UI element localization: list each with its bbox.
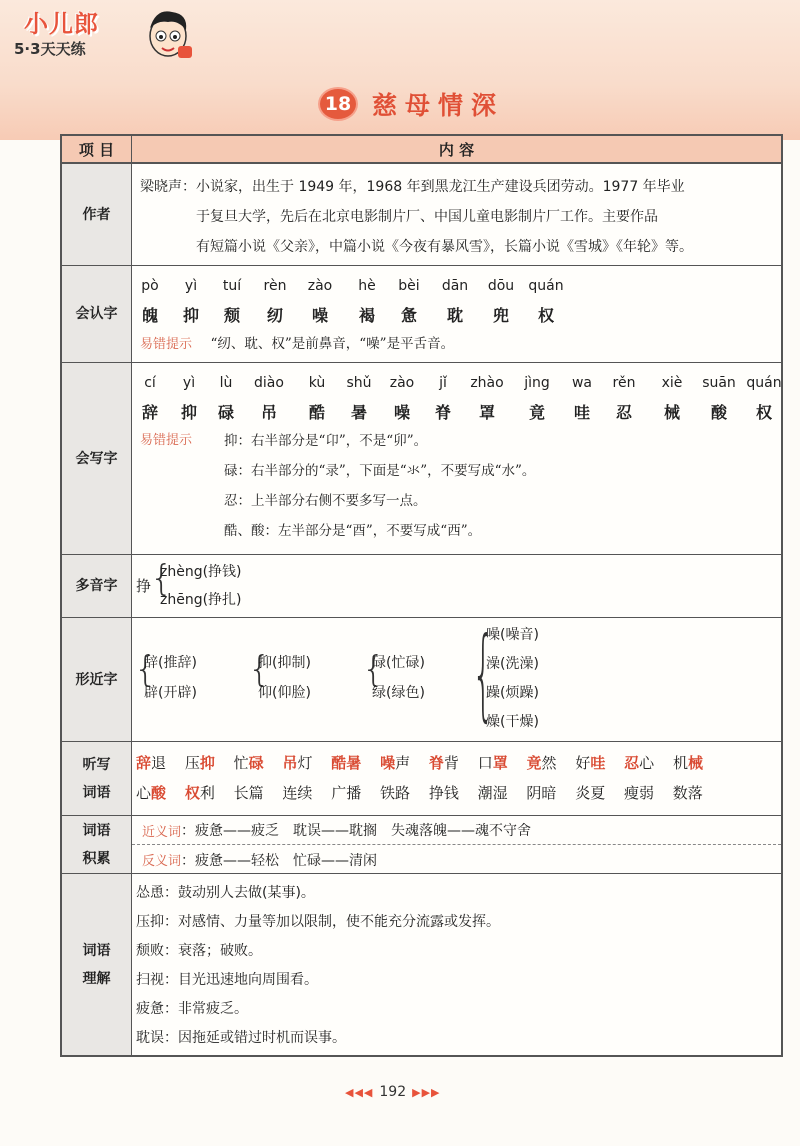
hanzi: 罩 (478, 403, 495, 422)
pinyin: dān (441, 278, 469, 294)
hanzi: 耽 (446, 306, 463, 325)
pinyin: pò (141, 278, 159, 294)
hanzi: 辞 (141, 403, 158, 422)
hanzi: 权 (755, 403, 772, 422)
synonym-text: ：疲惫——疲乏 耽误——耽搁 失魂落魄——魂不守舍 (181, 823, 532, 839)
brace-icon: { (248, 649, 271, 690)
hint-text: “纫、耽、权”是前鼻音，“噪”是平舌音。 (210, 336, 455, 352)
vocab-word: 酷暑 (331, 754, 362, 772)
definition-line: 压抑：对感情、力量等加以限制，使不能充分流露或发挥。 (136, 914, 500, 930)
antonym-tag: 反义词 (142, 854, 182, 869)
write-content (132, 363, 781, 554)
hanzi: 酸 (710, 403, 727, 422)
pinyin: zào (307, 278, 333, 294)
hanzi: 竟 (528, 403, 545, 422)
dictation-content (132, 742, 781, 815)
label-dictation: 听写 词语 (62, 742, 132, 815)
vocab-word: 长篇 (233, 784, 264, 802)
recognize-content (132, 266, 781, 362)
hanzi: 暑 (350, 403, 367, 422)
brand-title: 小儿郎 (24, 10, 99, 38)
dictation-row-2 (136, 782, 717, 803)
understand-content (132, 874, 781, 1055)
hanzi: 褐 (358, 306, 375, 325)
definition-line: 耽误：因拖延或错过时机而误事。 (136, 1030, 346, 1046)
pinyin: rèn (263, 278, 287, 294)
definition-line: 颓败：衰落；破败。 (136, 943, 262, 959)
label-polyphone: 多音字 (62, 555, 132, 617)
hanzi: 抑 (180, 403, 197, 422)
hanzi: 械 (663, 403, 680, 422)
brace-icon: { (150, 558, 173, 599)
pinyin: yì (182, 375, 196, 391)
vocab-word: 忍心 (624, 754, 655, 772)
author-line: 梁晓声：小说家，出生于 1949 年，1968 年到黑龙江生产建设兵团劳动。1977 年毕业 (140, 179, 685, 195)
row-polyphone (62, 555, 781, 618)
brace-icon: { (362, 649, 385, 690)
vocab-word: 潮湿 (477, 784, 508, 802)
pinyin: cí (144, 375, 156, 391)
hanzi: 兜 (492, 306, 509, 325)
similar-item: 抑(抑制) (258, 655, 311, 671)
hanzi: 脊 (434, 403, 451, 422)
vocab-word: 口罩 (477, 754, 508, 772)
hanzi: 碌 (217, 403, 234, 422)
brand-logo (10, 4, 160, 66)
label-recognize: 会认字 (62, 266, 132, 362)
pinyin: diào (254, 375, 284, 391)
header-item: 项 目 (62, 136, 132, 162)
row-write (62, 363, 781, 555)
prev-arrows-icon: ◀◀◀ (345, 1085, 374, 1099)
vocab-word: 忙碌 (233, 754, 264, 772)
recognize-hint (140, 332, 454, 352)
vocab-word: 瘦弱 (624, 784, 655, 802)
pinyin: dōu (487, 278, 515, 294)
vocab-word: 心酸 (136, 784, 167, 802)
antonym-text: ：疲惫——轻松 忙碌——清闲 (181, 852, 378, 869)
dictation-row-1 (136, 752, 717, 773)
page-footer (345, 1084, 441, 1100)
mascot-icon (142, 6, 194, 64)
hanzi: 吊 (260, 403, 277, 422)
hint-line: 酷、酸：左半部分是“酉”，不要写成“西”。 (224, 523, 482, 539)
header-content: 内 容 (438, 140, 475, 159)
vocab-word: 竟然 (526, 754, 557, 772)
similar-item: 躁(烦躁) (486, 685, 539, 701)
vocab-word: 辞退 (136, 754, 167, 772)
vocab-word: 机械 (672, 754, 703, 772)
polyphone-char: 挣 (136, 577, 152, 595)
pinyin: suān (702, 375, 736, 391)
hint-line: 忍：上半部分右侧不要多写一点。 (224, 493, 427, 509)
synonym-tag: 近义词 (142, 824, 182, 840)
label-author: 作者 (62, 164, 132, 265)
synonym-line (132, 816, 781, 845)
label-write: 会写字 (62, 363, 132, 554)
row-dictation (62, 742, 781, 816)
antonym-line (132, 845, 781, 874)
vocab-word: 好哇 (575, 754, 606, 772)
pinyin: zào (389, 375, 415, 391)
hanzi: 酷 (308, 403, 325, 422)
hanzi: 惫 (400, 306, 417, 325)
similar-item: 澡(洗澡) (486, 656, 539, 672)
vocab-word: 铁路 (380, 784, 411, 802)
hanzi: 噪 (311, 306, 328, 325)
similar-item: 辟(开辟) (144, 685, 197, 701)
brand-subtitle: 5·3天天练 (14, 40, 86, 58)
similar-item: 仰(仰脸) (258, 685, 311, 701)
row-author (62, 164, 781, 266)
hint-line: 碌：右半部分的“录”，下面是“氺”，不要写成“水”。 (224, 463, 536, 479)
pinyin: quán (746, 375, 782, 391)
next-arrows-icon: ▶▶▶ (412, 1085, 441, 1099)
similar-item: 绿(绿色) (372, 685, 425, 701)
table-header (62, 136, 781, 164)
hint-tag: 易错提示 (140, 433, 193, 448)
row-recognize (62, 266, 781, 363)
similar-content (132, 615, 781, 741)
vocab-word: 阴暗 (526, 784, 557, 802)
author-content (132, 164, 781, 265)
vocab-word: 噪声 (380, 754, 411, 772)
vocab-word: 压抑 (184, 754, 215, 772)
row-similar (62, 615, 781, 742)
brace-icon: { (134, 649, 157, 690)
brace-icon: { (472, 615, 495, 732)
definition-line: 疲惫：非常疲乏。 (136, 1001, 248, 1017)
pinyin: jìng (524, 375, 550, 391)
similar-item: 碌(忙碌) (372, 655, 425, 671)
vocab-word: 脊背 (428, 754, 459, 772)
pinyin: lù (219, 375, 233, 391)
label-accumulate: 词语 积累 (62, 816, 132, 873)
vocab-word: 连续 (282, 784, 313, 802)
pinyin: wa (571, 375, 593, 391)
row-accumulate (62, 816, 781, 874)
similar-item: 辞(推辞) (144, 655, 197, 671)
lesson-title (318, 86, 504, 122)
study-table (60, 134, 783, 1057)
definition-line: 扫视：目光迅速地向周围看。 (136, 972, 318, 988)
vocab-word: 数落 (672, 784, 703, 802)
label-similar: 形近字 (62, 618, 132, 741)
hanzi: 纫 (266, 306, 283, 325)
pinyin: xiè (661, 375, 683, 391)
similar-item: 燥(干燥) (486, 714, 539, 730)
definition-line: 怂恿：鼓动别人去做(某事)。 (136, 885, 315, 901)
lesson-number-badge: 18 (318, 87, 358, 121)
hint-line: 抑：右半部分是“卬”，不是“卯”。 (224, 433, 428, 449)
hint-tag: 易错提示 (140, 337, 193, 352)
vocab-word: 吊灯 (282, 754, 313, 772)
hanzi: 权 (537, 306, 554, 325)
row-understand (62, 874, 781, 1055)
pinyin: bèi (398, 278, 420, 294)
pinyin: hè (358, 278, 376, 294)
hanzi: 抑 (182, 306, 199, 325)
pinyin: rěn (612, 375, 636, 391)
author-line: 于复旦大学，先后在北京电影制片厂、中国儿童电影制片厂工作。主要作品 (196, 209, 658, 225)
hanzi: 哇 (573, 403, 590, 422)
vocab-word: 炎夏 (575, 784, 606, 802)
polyphone-reading: zhèng(挣钱) (160, 564, 242, 580)
polyphone-reading: zhēng(挣扎) (160, 592, 242, 608)
pinyin: tuí (222, 278, 242, 294)
hanzi: 颓 (223, 306, 240, 325)
hanzi: 魄 (141, 306, 158, 325)
label-understand: 词语 理解 (62, 874, 132, 1055)
pinyin: zhào (470, 375, 504, 391)
pinyin: jǐ (439, 375, 447, 391)
page-number: 192 (379, 1084, 407, 1100)
pinyin: yì (184, 278, 198, 294)
pinyin: shǔ (346, 375, 372, 391)
polyphone-content (132, 555, 781, 617)
pinyin: quán (528, 278, 564, 294)
vocab-word: 挣钱 (428, 784, 459, 802)
vocab-word: 广播 (331, 784, 362, 802)
lesson-name: 慈母情深 (372, 91, 505, 120)
hanzi: 噪 (393, 403, 410, 422)
vocab-word: 权利 (184, 784, 215, 802)
hanzi: 忍 (615, 403, 632, 422)
author-line: 有短篇小说《父亲》，中篇小说《今夜有暴风雪》，长篇小说《雪城》《年轮》等。 (196, 239, 693, 255)
pinyin: kù (308, 375, 326, 391)
similar-item: 噪(噪音) (486, 627, 539, 643)
